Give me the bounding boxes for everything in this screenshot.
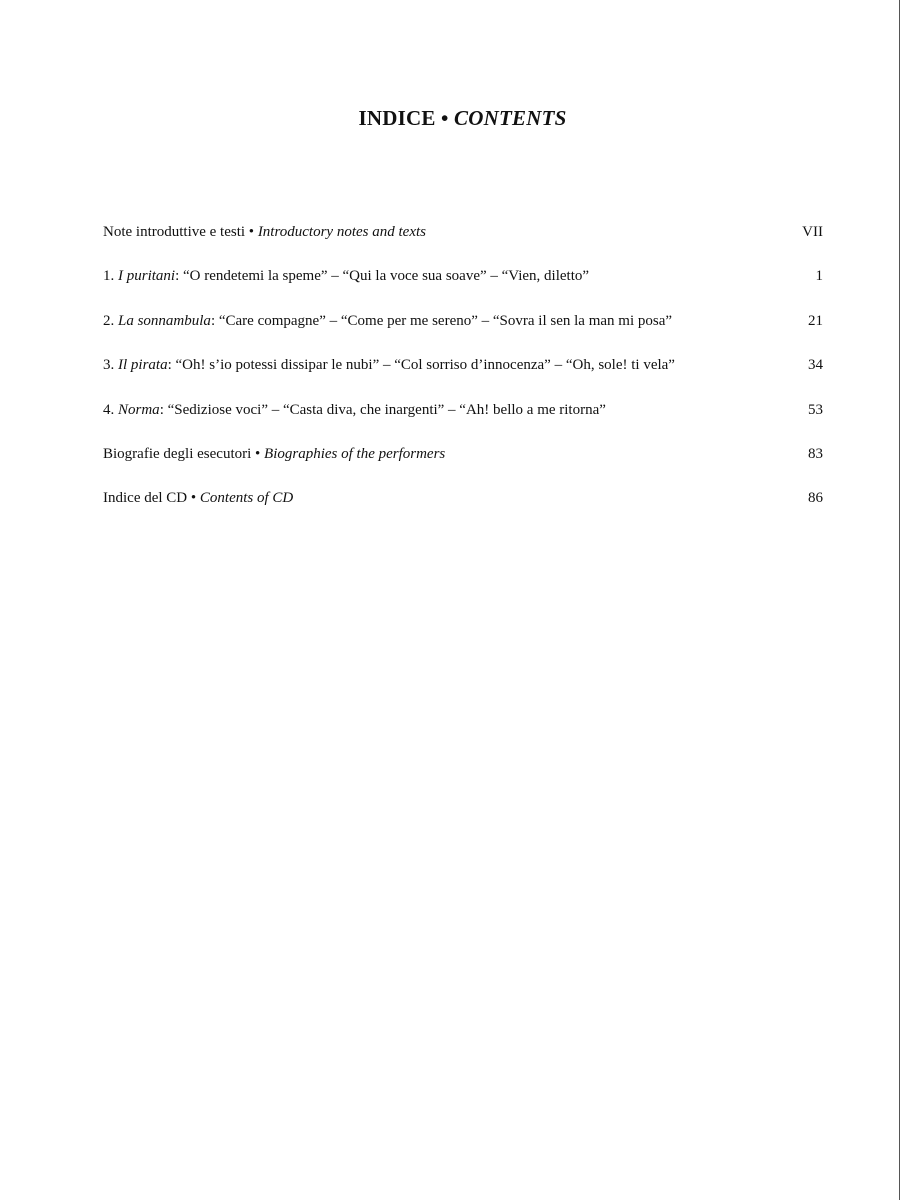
toc-entry-title [103, 487, 293, 509]
title-alt: CONTENTS [454, 106, 567, 130]
toc-entry-text: 1. [103, 268, 118, 285]
toc-entry [103, 487, 823, 509]
toc-entry-italic-text: Contents of CD [199, 490, 294, 507]
toc-entry-text: 2. [103, 312, 118, 329]
title-separator: • [435, 106, 455, 130]
toc-entry-text: 3. [103, 357, 118, 374]
toc-entry-page-number: 1 [815, 268, 823, 285]
toc-entry-page-number: VII [802, 224, 823, 240]
toc-entry-text: : “Care compagne” – “Come per me sereno” – “Sovra il sen la man mi posa” [210, 312, 673, 329]
toc-entry-italic-text: Biographies of the performers [264, 445, 446, 462]
toc-entry-text: 4. [103, 401, 118, 418]
toc-entry [103, 354, 823, 376]
toc-entry-title [103, 354, 675, 376]
table-of-contents [103, 221, 823, 532]
toc-entry [103, 265, 823, 287]
toc-entry-title [103, 443, 445, 465]
toc-entry-title [103, 265, 589, 287]
toc-entry-text: Biografie degli esecutori • [103, 445, 265, 462]
toc-entry-text: Note introduttive e testi • [103, 224, 258, 240]
toc-entry [103, 399, 823, 421]
title-main: INDICE [358, 106, 436, 130]
toc-entry-title [103, 399, 606, 421]
toc-entry-italic-text: La sonnambula [118, 312, 211, 329]
toc-entry-text: : “Sediziose voci” – “Casta diva, che inargenti” – “Ah! bello a me ritorna” [159, 401, 606, 418]
toc-entry [103, 310, 823, 332]
toc-entry-italic-text: Norma [118, 401, 160, 418]
toc-entry-text: : “Oh! s’io potessi dissipar le nubi” – “Col sorriso d’innocenza” – “Oh, sole! ti vela” [167, 357, 675, 374]
toc-entry [103, 443, 823, 465]
toc-entry-title [103, 310, 672, 332]
page-title [0, 106, 900, 131]
toc-entry-text: Indice del CD • [103, 490, 200, 507]
toc-entry-page-number: 21 [808, 312, 823, 329]
toc-entry-page-number: 83 [808, 445, 823, 462]
toc-entry-page-number: 86 [808, 490, 823, 507]
toc-entry-page-number: 53 [808, 401, 823, 418]
toc-entry-title [103, 221, 426, 243]
toc-entry-italic-text: Il pirata [118, 357, 168, 374]
toc-entry-italic-text: Introductory notes and texts [257, 224, 426, 240]
toc-entry [103, 221, 823, 243]
toc-entry-italic-text: I puritani [118, 268, 176, 285]
toc-entry-page-number: 34 [808, 357, 823, 374]
toc-entry-text: : “O rendetemi la speme” – “Qui la voce sua soave” – “Vien, diletto” [175, 268, 590, 285]
